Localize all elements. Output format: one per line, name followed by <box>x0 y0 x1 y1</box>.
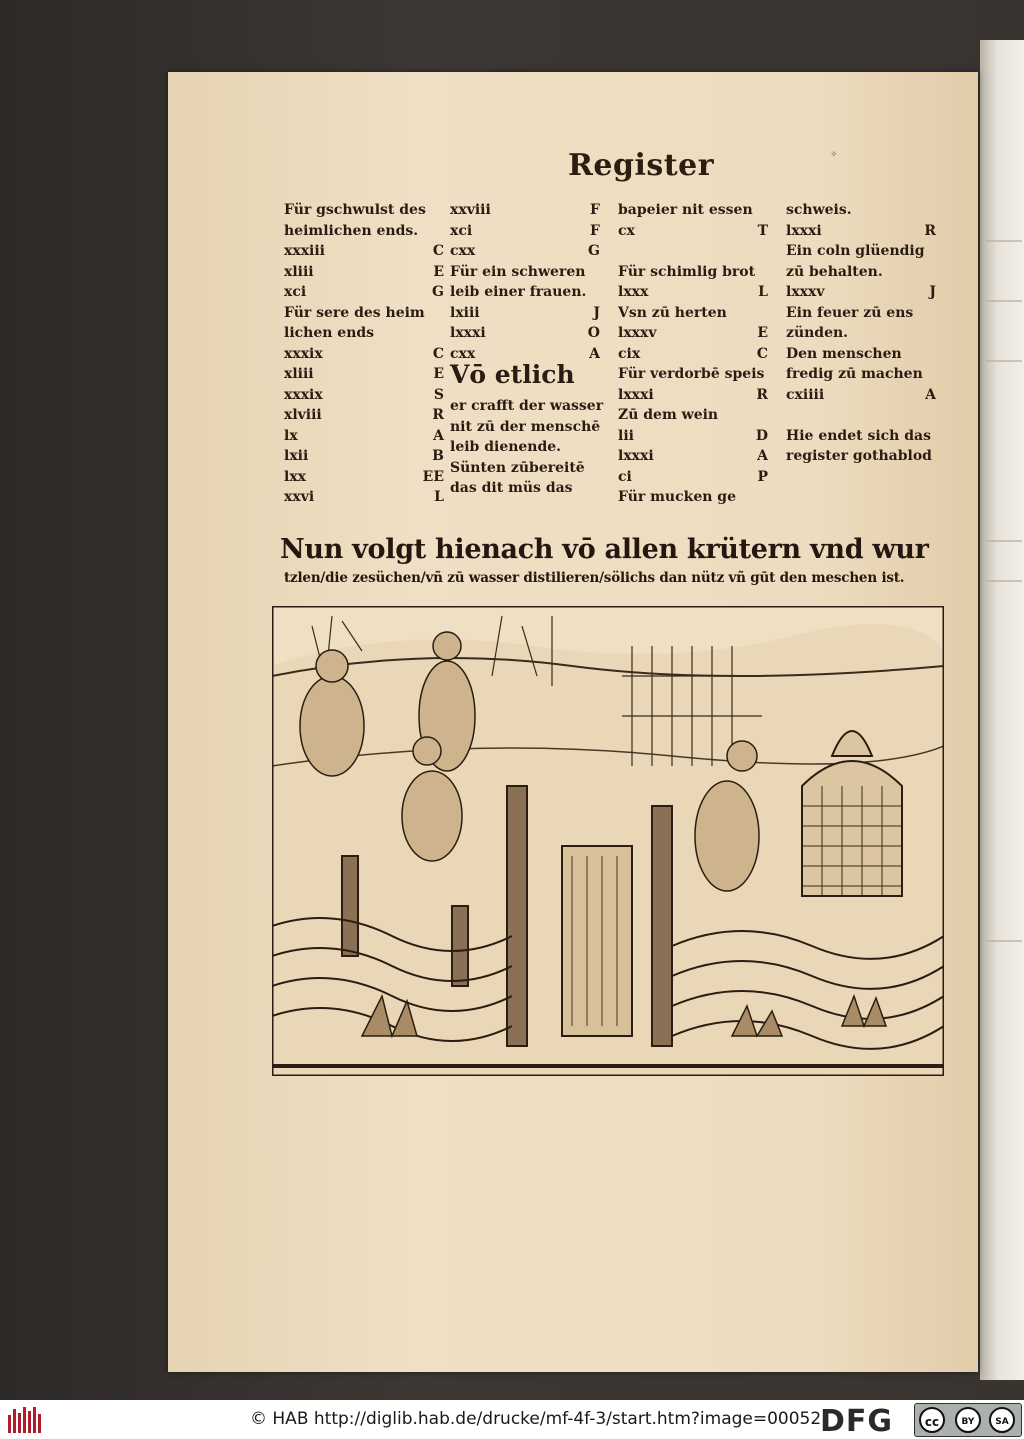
register-entry <box>450 398 604 419</box>
register-entry-text: xxxiii <box>284 243 325 259</box>
register-entry-text: cxx <box>450 243 476 259</box>
register-entry <box>786 325 936 346</box>
register-entry-text: leib einer frauen. <box>450 284 587 300</box>
by-icon: BY <box>955 1407 981 1433</box>
hab-barcode-logo-icon <box>6 1405 46 1435</box>
creative-commons-badge[interactable] <box>914 1403 1022 1437</box>
register-entry-text: cix <box>618 345 641 362</box>
page-title: Register <box>568 148 715 183</box>
register-entry-letter: E <box>433 263 444 280</box>
register-column-2 <box>450 202 604 501</box>
register-entry-text: bapeier nit essen <box>618 202 753 218</box>
register-entry-text: heimlichen ends. <box>284 222 419 239</box>
register-entry <box>450 202 600 223</box>
register-entry-letter: O <box>587 325 600 341</box>
register-entry <box>284 448 444 469</box>
register-entry-letter: A <box>433 427 444 444</box>
register-entry <box>618 346 768 367</box>
register-entry <box>284 243 444 264</box>
register-entry <box>450 480 600 501</box>
register-entry <box>284 387 444 408</box>
register-entry <box>618 202 768 223</box>
register-entry-letter: E <box>433 366 444 382</box>
register-entry-text: Ein coln glüendig <box>786 243 925 259</box>
register-entry-letter: A <box>925 386 936 403</box>
register-entry <box>786 202 936 223</box>
register-entry-text: lxii <box>284 448 309 464</box>
register-entry <box>786 243 936 264</box>
register-entry <box>618 305 768 326</box>
register-entry-letter: T <box>757 222 768 239</box>
dfg-logo: DFG <box>820 1404 894 1439</box>
register-entry <box>618 366 768 387</box>
register-entry-letter: G <box>432 284 444 300</box>
register-entry-text: lxxx <box>618 284 649 300</box>
register-entry-text: Für mucken ge <box>618 489 736 505</box>
sa-icon: SA <box>989 1407 1015 1433</box>
register-entry <box>786 366 936 387</box>
register-entry-letter: L <box>758 284 768 300</box>
register-entry-text: cxiiii <box>786 386 825 403</box>
register-entry-text: lxiii <box>450 304 480 321</box>
register-entry <box>618 284 768 305</box>
register-entry <box>450 419 600 440</box>
register-entry <box>786 305 936 326</box>
register-entry <box>786 264 936 285</box>
register-entry-text: xlviii <box>284 407 322 423</box>
register-entry-text: lxxxi <box>786 222 822 239</box>
register-entry-text: Für gschwulst des <box>284 202 426 218</box>
register-entry <box>786 407 936 428</box>
register-entry-text: Zū dem wein <box>618 407 719 423</box>
register-entry-text: lxx <box>284 468 307 485</box>
register-column-1 <box>284 202 444 510</box>
register-entry-text: schweis. <box>786 202 852 218</box>
register-entry <box>450 360 600 398</box>
register-entry <box>284 202 444 223</box>
register-entry <box>450 460 600 481</box>
register-entry-text: Vsn zū herten <box>618 304 727 321</box>
register-entry-text: xliii <box>284 366 314 382</box>
register-entry-text: cx <box>618 222 635 239</box>
register-entry-letter: D <box>755 427 768 444</box>
register-entry-text: register gothablod <box>786 448 932 464</box>
register-entry <box>786 448 936 469</box>
register-entry-letter: J <box>593 304 600 321</box>
register-entry <box>284 264 444 285</box>
register-entry-letter: R <box>924 222 936 239</box>
register-entry-text: lxxxi <box>450 325 486 341</box>
register-entry-letter: C <box>432 345 444 362</box>
register-entry <box>618 387 768 408</box>
register-entry-text: xci <box>450 222 473 239</box>
register-entry <box>786 223 936 244</box>
register-entry-letter: R <box>432 407 444 423</box>
register-entry <box>618 469 768 490</box>
source-link[interactable]: © HAB http://diglib.hab.de/drucke/mf-4f-3/start.htm?image=00052 <box>250 1409 822 1429</box>
section-subline: tzlen/die zesüchen/vñ zū wasser distilieren/sölichs dan nütz vñ gūt den meschen ist. <box>284 570 905 586</box>
register-entry <box>786 428 936 449</box>
register-entry-text: lx <box>284 427 298 444</box>
register-entry-text: zünden. <box>786 325 849 341</box>
register-entry <box>618 264 768 285</box>
register-entry <box>450 284 600 305</box>
register-entry <box>284 305 444 326</box>
register-entry-letter: G <box>588 243 600 259</box>
register-entry-text: Sünten zūbereitē <box>450 459 585 476</box>
register-entry-text: xxxix <box>284 386 323 403</box>
register-entry-text: lxxxi <box>618 448 654 464</box>
register-entry-text: Für sere des heim <box>284 304 425 321</box>
register-entry-text: lxxxv <box>786 284 825 300</box>
register-entry-letter: B <box>432 448 444 464</box>
register-entry-letter: P <box>757 468 768 485</box>
register-entry <box>786 387 936 408</box>
register-entry-text: lichen ends <box>284 325 375 341</box>
register-entry <box>450 243 600 264</box>
register-entry-text: ci <box>618 468 632 485</box>
register-entry-text: xliii <box>284 263 314 280</box>
register-entry <box>618 243 768 264</box>
register-entry <box>618 223 768 244</box>
register-entry <box>450 264 600 285</box>
register-entry <box>450 325 600 346</box>
page-mark: ✧ <box>830 150 838 160</box>
register-entry <box>618 407 768 428</box>
register-entry <box>450 439 600 460</box>
register-entry <box>284 346 444 367</box>
register-entry-text: Den menschen <box>786 345 902 362</box>
register-entry-text: Für schimlig brot <box>618 263 756 280</box>
register-entry <box>786 284 936 305</box>
register-entry <box>618 428 768 449</box>
register-entry-text: xxvi <box>284 489 315 505</box>
section-headline: Nun volgt hienach vō allen krütern vnd wur <box>280 534 929 565</box>
register-entry-text: Für ein schweren <box>450 263 586 280</box>
register-entry-text: Ein feuer zū ens <box>786 304 914 321</box>
register-entry-letter: EE <box>422 468 444 485</box>
register-entry-letter: C <box>432 243 444 259</box>
register-column-3 <box>618 202 768 510</box>
register-entry <box>618 448 768 469</box>
register-column-4 <box>786 202 936 469</box>
register-entry <box>284 407 444 428</box>
woodcut-illustration <box>272 606 944 1076</box>
register-entry-text: Für verdorbē speis <box>618 366 765 382</box>
register-entry-text: das dit müs das <box>450 480 573 496</box>
register-entry-letter: C <box>756 345 768 362</box>
register-entry <box>618 489 768 510</box>
register-entry <box>284 366 444 387</box>
register-entry <box>284 223 444 244</box>
register-entry-letter: R <box>756 386 768 403</box>
register-entry-text: fredig zū machen <box>786 366 923 382</box>
register-entry-text: Vō etlich <box>450 360 575 389</box>
register-entry-letter: S <box>433 386 444 403</box>
register-entry-text: er crafft der wasser <box>450 398 604 414</box>
register-entry-text: leib dienende. <box>450 439 562 455</box>
book-page <box>168 72 978 1372</box>
register-entry-letter: A <box>589 345 600 362</box>
register-entry-text: xci <box>284 284 307 300</box>
register-entry <box>450 305 600 326</box>
register-entry-text: xxviii <box>450 202 491 218</box>
viewer-footer <box>0 1400 1024 1439</box>
register-entry <box>284 284 444 305</box>
register-entry-letter: F <box>590 222 600 239</box>
register-entry-text: cxx <box>450 345 476 362</box>
cc-icon: cc <box>919 1407 945 1433</box>
register-entry-letter: A <box>757 448 768 464</box>
register-entry-text: lii <box>618 427 634 444</box>
register-entry-letter: E <box>757 325 768 341</box>
next-page-edge <box>980 40 1024 1380</box>
register-entry-letter: L <box>434 489 444 505</box>
register-entry-letter: J <box>929 284 936 300</box>
register-entry <box>450 223 600 244</box>
register-entry-text: zū behalten. <box>786 263 883 280</box>
register-entry-text: lxxxv <box>618 325 657 341</box>
register-entry-text: lxxxi <box>618 386 654 403</box>
register-entry-text: xxxix <box>284 345 323 362</box>
register-entry <box>284 489 444 510</box>
register-entry-text: Hie endet sich das <box>786 427 931 444</box>
register-entry-letter: F <box>590 202 600 218</box>
register-entry <box>618 325 768 346</box>
register-entry <box>284 325 444 346</box>
register-entry <box>284 428 444 449</box>
register-entry-text: nit zū der menschē <box>450 418 601 435</box>
register-entry <box>786 346 936 367</box>
register-entry <box>284 469 444 490</box>
